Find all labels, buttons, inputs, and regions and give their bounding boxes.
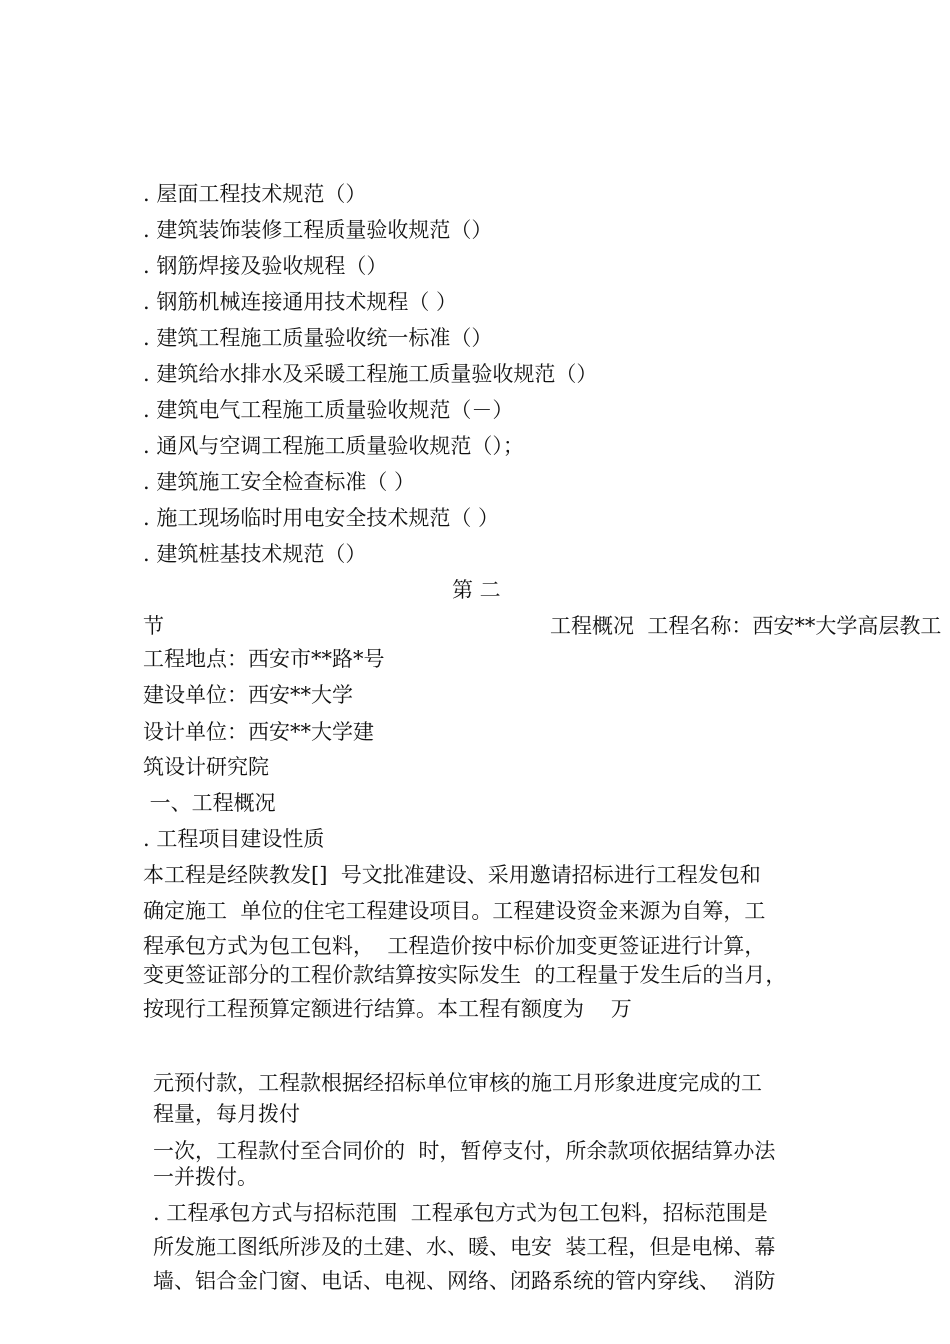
- design-unit-cont: 筑设计研究院: [143, 755, 269, 779]
- standard-item: . 施工现场临时用电安全技术规范（ ）: [143, 506, 500, 530]
- standard-item: . 建筑电气工程施工质量验收规范（－）: [143, 398, 514, 422]
- paragraph-line: 一并拨付。: [153, 1165, 258, 1189]
- paragraph-line: 元预付款，工程款根据经招标单位审核的施工月形象进度完成的工: [153, 1071, 762, 1095]
- paragraph-line: 所发施工图纸所涉及的土建、水、暖、电安 装工程，但是电梯、幕: [153, 1235, 776, 1259]
- standard-item: . 建筑施工安全检查标准（ ）: [143, 470, 416, 494]
- paragraph-line: 确定施工 单位的住宅工程建设项目。工程建设资金来源为自筹，工: [143, 899, 766, 923]
- section-heading-suffix: 节: [143, 614, 164, 638]
- standard-item: . 钢筋机械连接通用技术规程（ ）: [143, 290, 458, 314]
- section-heading: 第 二: [452, 578, 501, 602]
- paragraph-line: 变更签证部分的工程价款结算按实际发生 的工程量于发生后的当月，: [143, 963, 787, 987]
- paragraph-line: 本工程是经陕教发[] 号文批准建设、采用邀请招标进行工程发包和: [143, 863, 761, 887]
- project-name: 工程概况 工程名称：西安**大学高层教工: [550, 614, 942, 638]
- paragraph-line: 程承包方式为包工包料， 工程造价按中标价加变更签证进行计算，: [143, 934, 766, 958]
- standard-item: . 通风与空调工程施工质量验收规范（）；: [143, 434, 524, 458]
- standard-item: . 建筑给水排水及采暖工程施工质量验收规范（）: [143, 362, 598, 386]
- overview-title: 一、工程概况: [143, 791, 276, 815]
- paragraph-line: 墙、铝合金门窗、电话、电视、网络、闭路系统的管内穿线、 消防: [153, 1269, 776, 1293]
- standard-item: . 建筑桩基技术规范（）: [143, 542, 367, 566]
- standard-item: . 钢筋焊接及验收规程（）: [143, 254, 388, 278]
- project-location: 工程地点：西安市**路*号: [143, 647, 385, 671]
- paragraph-line: 程量，每月拨付: [153, 1102, 300, 1126]
- paragraph-line: . 工程承包方式与招标范围 工程承包方式为包工包料，招标范围是: [153, 1201, 768, 1225]
- standard-item: . 建筑工程施工质量验收统一标准（）: [143, 326, 493, 350]
- paragraph-line: 按现行工程预算定额进行结算。本工程有额度为 万: [143, 997, 632, 1021]
- overview-subtitle: . 工程项目建设性质: [143, 827, 325, 851]
- construction-unit: 建设单位：西安**大学: [143, 683, 353, 707]
- standard-item: . 屋面工程技术规范（）: [143, 182, 367, 206]
- standard-item: . 建筑装饰装修工程质量验收规范（）: [143, 218, 493, 242]
- design-unit: 设计单位：西安**大学建: [143, 720, 374, 744]
- paragraph-line: 一次，工程款付至合同价的 时，暂停支付，所余款项依据结算办法: [153, 1139, 776, 1163]
